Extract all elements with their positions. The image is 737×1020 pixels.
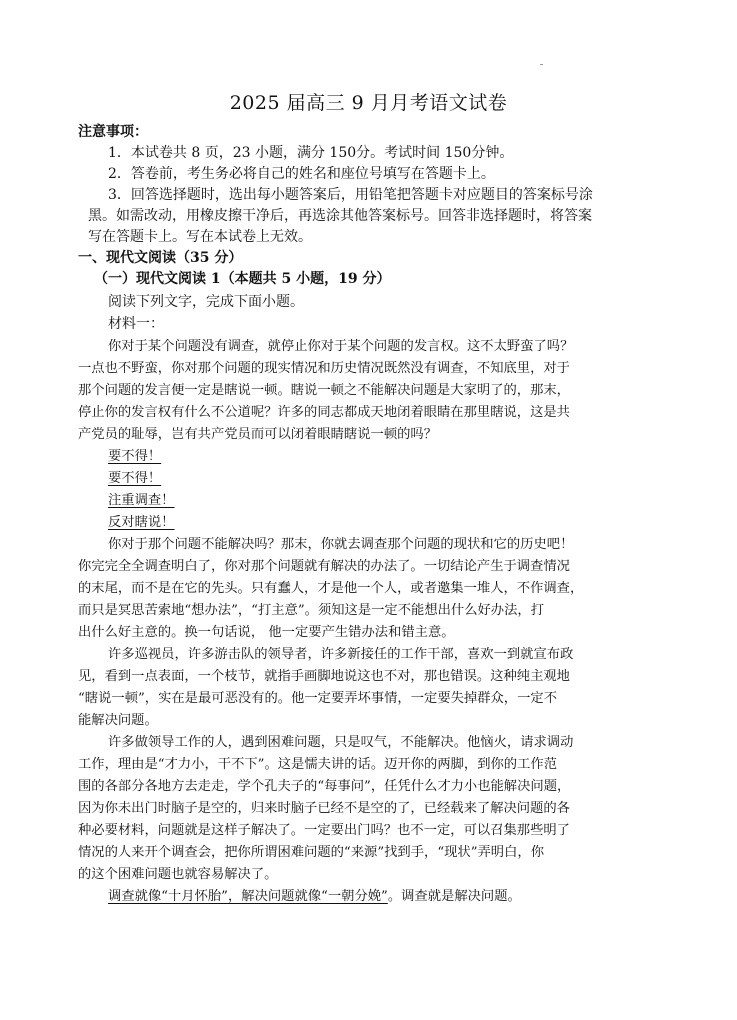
exam-title: 2025 届高三 9 月月考语文试卷 (229, 92, 508, 114)
subsection-heading: （一）现代文阅读 1（本题共 5 小题，19 分） (94, 271, 391, 287)
notice-line-1: 1．本试卷共 8 页，23 小题，满分 150分。考试时间 150分钟。 (108, 145, 514, 161)
para2-line: 你对于那个问题不能解决吗？那末，你就去调查那个问题的现状和它的历史吧！ (108, 537, 574, 552)
para3-line: “瞎说一顿”，实在是最可恶没有的。他一定要弄坏事情，一定要失掉群众，一定不 (78, 691, 557, 706)
para3-line: 许多巡视员，许多游击队的领导者，许多新接任的工作干部，喜欢一到就宣布政 (108, 647, 574, 662)
para4-line: 的这个困难问题也就容易解决了。 (78, 867, 278, 882)
slogan-line: 要不得！ (108, 449, 162, 464)
section-heading: 一、现代文阅读（35 分） (78, 250, 243, 266)
para1-line: 一点也不野蛮，你对那个问题的现实情况和历史情况既然没有调查，不知底里，对于 (78, 361, 570, 376)
para2-line: 的末尾，而不是在它的先头。只有蠢人，才是他一个人，或者邀集一堆人，不作调查， (78, 581, 584, 596)
para4-line: 围的各部分各地方去走走，学个孔夫子的“每事问”，任凭什么才力小也能解决问题， (78, 779, 571, 794)
slogan-line: 注重调查！ (108, 493, 175, 508)
para4-line: 因为你未出门时脑子是空的，归来时脑子已经不是空的了，已经载来了解决问题的各 (78, 801, 570, 816)
para1-line: 那个问题的发言便一定是瞎说一顿。瞎说一顿之不能解决问题是大家明了的，那末， (78, 383, 570, 398)
final-underlined-text: 调查就像“十月怀胎”，解决问题就像“一朝分娩” (108, 889, 388, 904)
instruction-text: 阅读下列文字，完成下面小题。 (108, 294, 304, 310)
notice-line-3: 3．回答选择题时，选出每小题答案后，用铅笔把答题卡对应题目的答案标号涂 (108, 187, 593, 203)
para3-line: 见，看到一点表面，一个枝节，就指手画脚地说这也不对，那也错误。这种纯主观地 (78, 669, 570, 684)
para3-line: 能解决问题。 (78, 713, 158, 728)
para2-line: 出什么好主意的。换一句话说， 他一定要产生错办法和错主意。 (78, 625, 455, 640)
slogan-line: 要不得！ (108, 471, 162, 486)
para4-line: 种必要材料，问题就是这样子解决了。一定要出门吗？也不一定，可以召集那些明了 (78, 823, 570, 838)
para2-line: 而只是冥思苦索地“想办法”，“打主意”。须知这是一定不能想出什么好办法，打 (78, 603, 544, 618)
notice-line-2: 2．答卷前，考生务必将自己的姓名和座位号填写在答题卡上。 (108, 166, 495, 182)
page-mark (540, 64, 543, 65)
notice-line-4: 黑。如需改动，用橡皮擦干净后，再选涂其他答案标号。回答非选择题时，将答案 (88, 208, 592, 224)
para2-line: 你完完全全调查明白了，你对那个问题就有解决的办法了。一切结论产生于调查情况 (78, 559, 570, 574)
slogan-line: 反对瞎说！ (108, 515, 175, 530)
para1-line: 停止你的发言权有什么不公道呢？许多的同志都成天地闭着眼睛在那里瞎说，这是共 (78, 405, 570, 420)
final-rest-text: 。调查就是解决问题。 (387, 889, 521, 904)
notice-heading: 注意事项： (78, 124, 148, 140)
material-label: 材料一： (108, 316, 164, 332)
para1-line: 你对于某个问题没有调查，就停止你对于某个问题的发言权。这不太野蛮了吗？ (108, 339, 574, 354)
para4-line: 情况的人来开个调查会，把你所谓困难问题的“来源”找到手，“现状”弄明白，你 (78, 845, 544, 860)
para4-line: 许多做领导工作的人，遇到困难问题，只是叹气，不能解决。他恼火，请求调动 (108, 735, 574, 750)
para1-line: 产党员的耻辱，岂有共产党员而可以闭着眼睛瞎说一顿的吗？ (78, 427, 438, 442)
notice-line-5: 写在答题卡上。写在本试卷上无效。 (88, 229, 312, 245)
para4-line: 工作，理由是“才力小，干不下”。这是懦夫讲的话。迈开你的两脚，到你的工作范 (78, 757, 557, 772)
final-line (108, 885, 658, 904)
